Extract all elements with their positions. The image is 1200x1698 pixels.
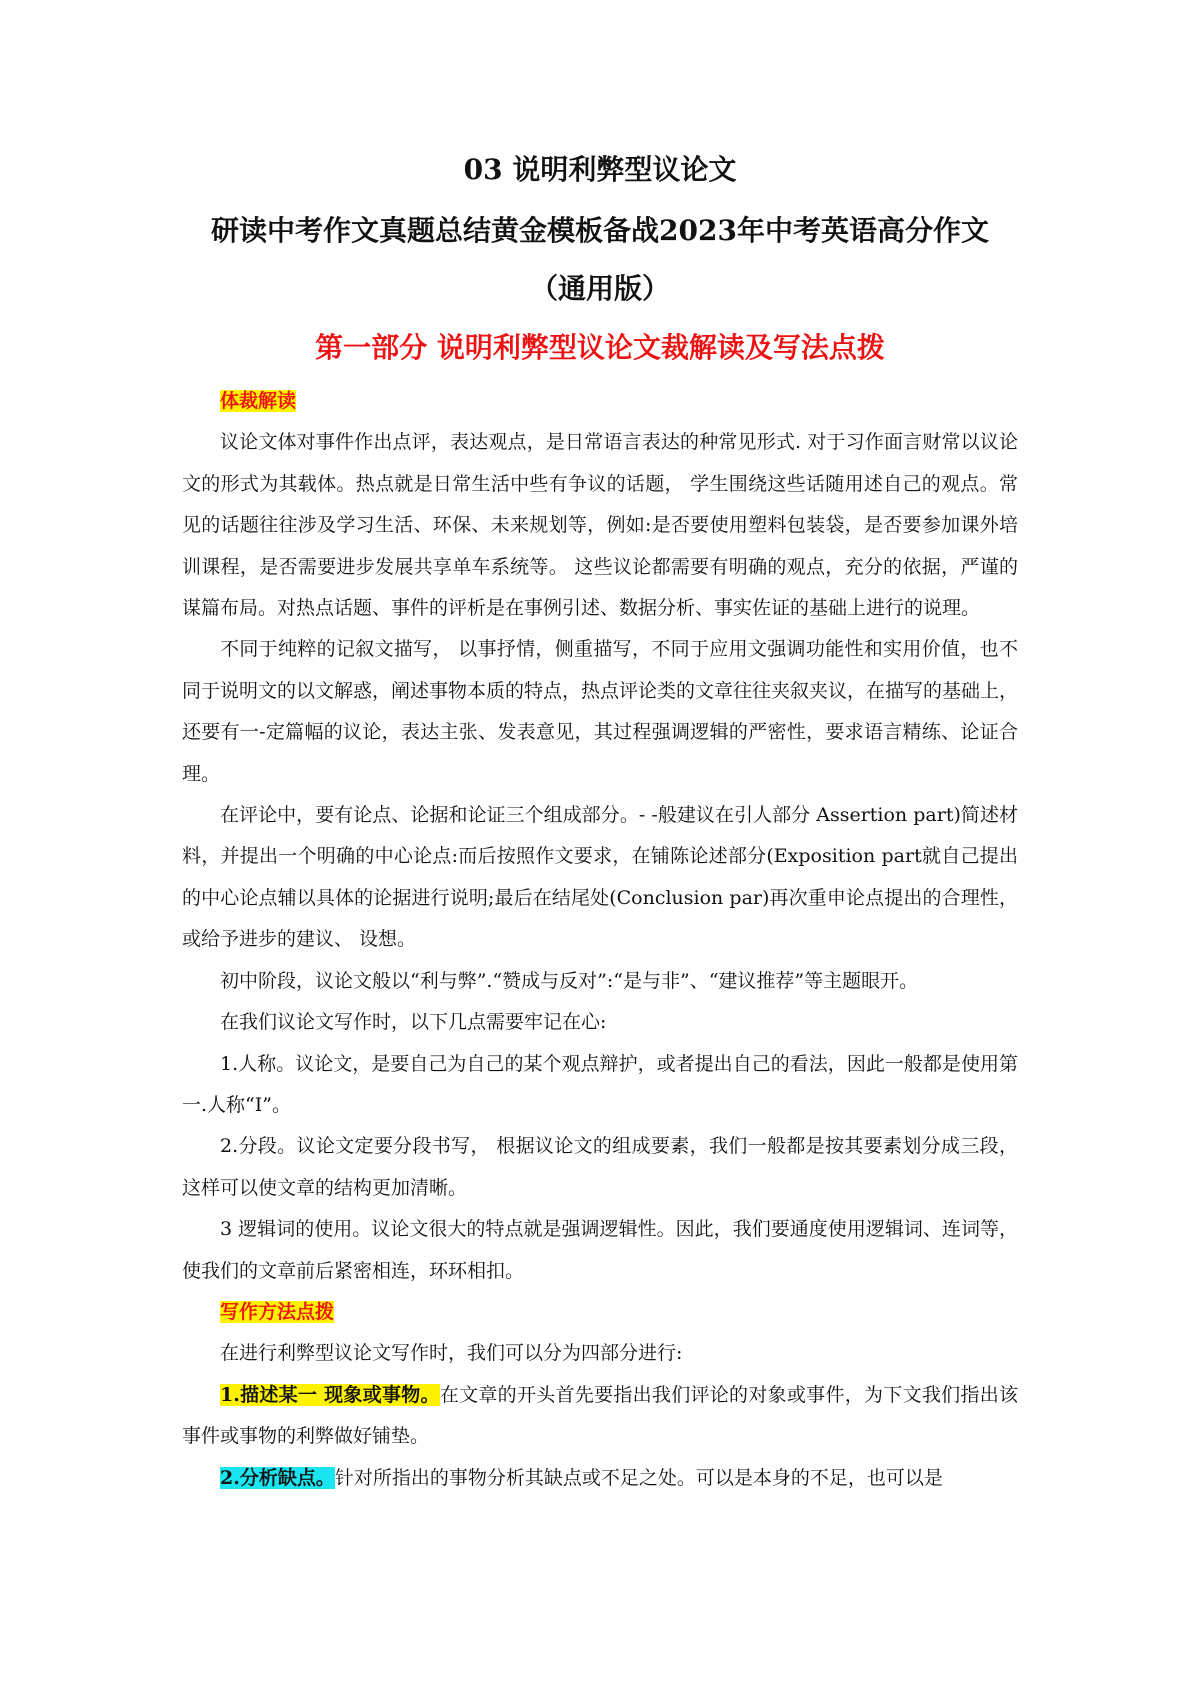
paragraph-genre-6: 1.人称。议论文，是要自己为自己的某个观点辩护，或者提出自己的看法，因此一般都是使用第一.人称“I”。 (182, 1052, 1018, 1116)
part-one-title: 第一部分 说明利弊型议论文裁解读及写法点拨 (315, 331, 885, 364)
genre-heading-label: 体裁解读 (220, 390, 297, 412)
step-1-label: 1.描述某一 现象或事物。 (220, 1383, 440, 1406)
paragraph-step-2 (182, 1458, 1018, 1499)
document-main-title: 研读中考作文真题总结黄金模板备战2023年中考英语高分作文 (211, 214, 989, 247)
paragraph-genre-5: 在我们议论文写作时，以下几点需要牢记在心: (220, 1011, 607, 1034)
paragraph-genre-8: 3 逻辑词的使用。议论文很大的特点就是强调逻辑性。因此，我们要通度使用逻辑词、连词等，使我们的文章前后紧密相连，环环相扣。 (182, 1218, 1018, 1282)
paragraph-genre-2: 不同于纯粹的记叙文描写， 以事抒情，侧重描写，不同于应用文强调功能性和实用价值，也不同于说明文的以文解惑，阐述事物本质的特点，热点评论类的文章往往夹叙夹议，在描写的基础上，还要有一-定篇幅的议论，表达主张、发表意见，其过程强调逻辑的严密性，要求语言精练、论证合理。 (182, 638, 1019, 785)
step-1-text: 在文章的开头首先要指出我们评论的对象或事件，为下文我们指出该事件或事物的利弊做好铺垫。 (182, 1383, 1018, 1448)
document-number-title: 03 说明利弊型议论文 (463, 153, 737, 186)
paragraph-genre-4: 初中阶段，议论文般以“利与弊”.“赞成与反对”:“是与非”、“建议推荐”等主题眼开。 (220, 969, 919, 992)
paragraph-genre-3: 在评论中，要有论点、论据和论证三个组成部分。- -般建议在引人部分 Assertion part)简述材料，并提出一个明确的中心论点:而后按照作文要求，在铺陈论述部分(Exposition part就自己提出的中心论点辅以具体的论据进行说明;最后在结尾处(Conclusion par)再次重申论点提出的合理性，或给予进步的建议、 设想。 (182, 804, 1018, 951)
section-heading-genre (182, 381, 1018, 422)
section-heading-method (182, 1292, 1018, 1333)
step-2-label: 2.分析缺点。 (220, 1466, 335, 1489)
document-body (182, 381, 1018, 1499)
document-edition-title: （通用版） (529, 272, 670, 305)
step-2-text: 针对所指出的事物分析其缺点或不足之处。可以是本身的不足，也可以是 (334, 1466, 943, 1489)
paragraph-genre-1: 议论文体对事件作出点评，表达观点，是日常语言表达的种常见形式. 对于习作面言财常以议论文的形式为其载体。热点就是日常生活中些有争议的话题， 学生围绕这些话随用述自己的观点。常见的话题往往涉及学习生活、环保、未来规划等，例如:是否要使用塑料包装袋，是否要参加课外培训课程，是否需要进步发展共享单车系统等。 这些议论都需要有明确的观点，充分的依据，严谨的谋篇布局。对热点话题、事件的评析是在事例引述、数据分析、事实佐证的基础上进行的说理。 (182, 431, 1018, 620)
method-heading-label: 写作方法点拨 (220, 1300, 335, 1323)
paragraph-genre-7: 2.分段。议论文定要分段书写， 根据议论文的组成要素，我们一般都是按其要素划分成三段，这样可以使文章的结构更加清晰。 (182, 1135, 1018, 1199)
paragraph-step-1 (182, 1375, 1018, 1458)
paragraph-method-intro: 在进行利弊型议论文写作时，我们可以分为四部分进行: (220, 1342, 683, 1365)
